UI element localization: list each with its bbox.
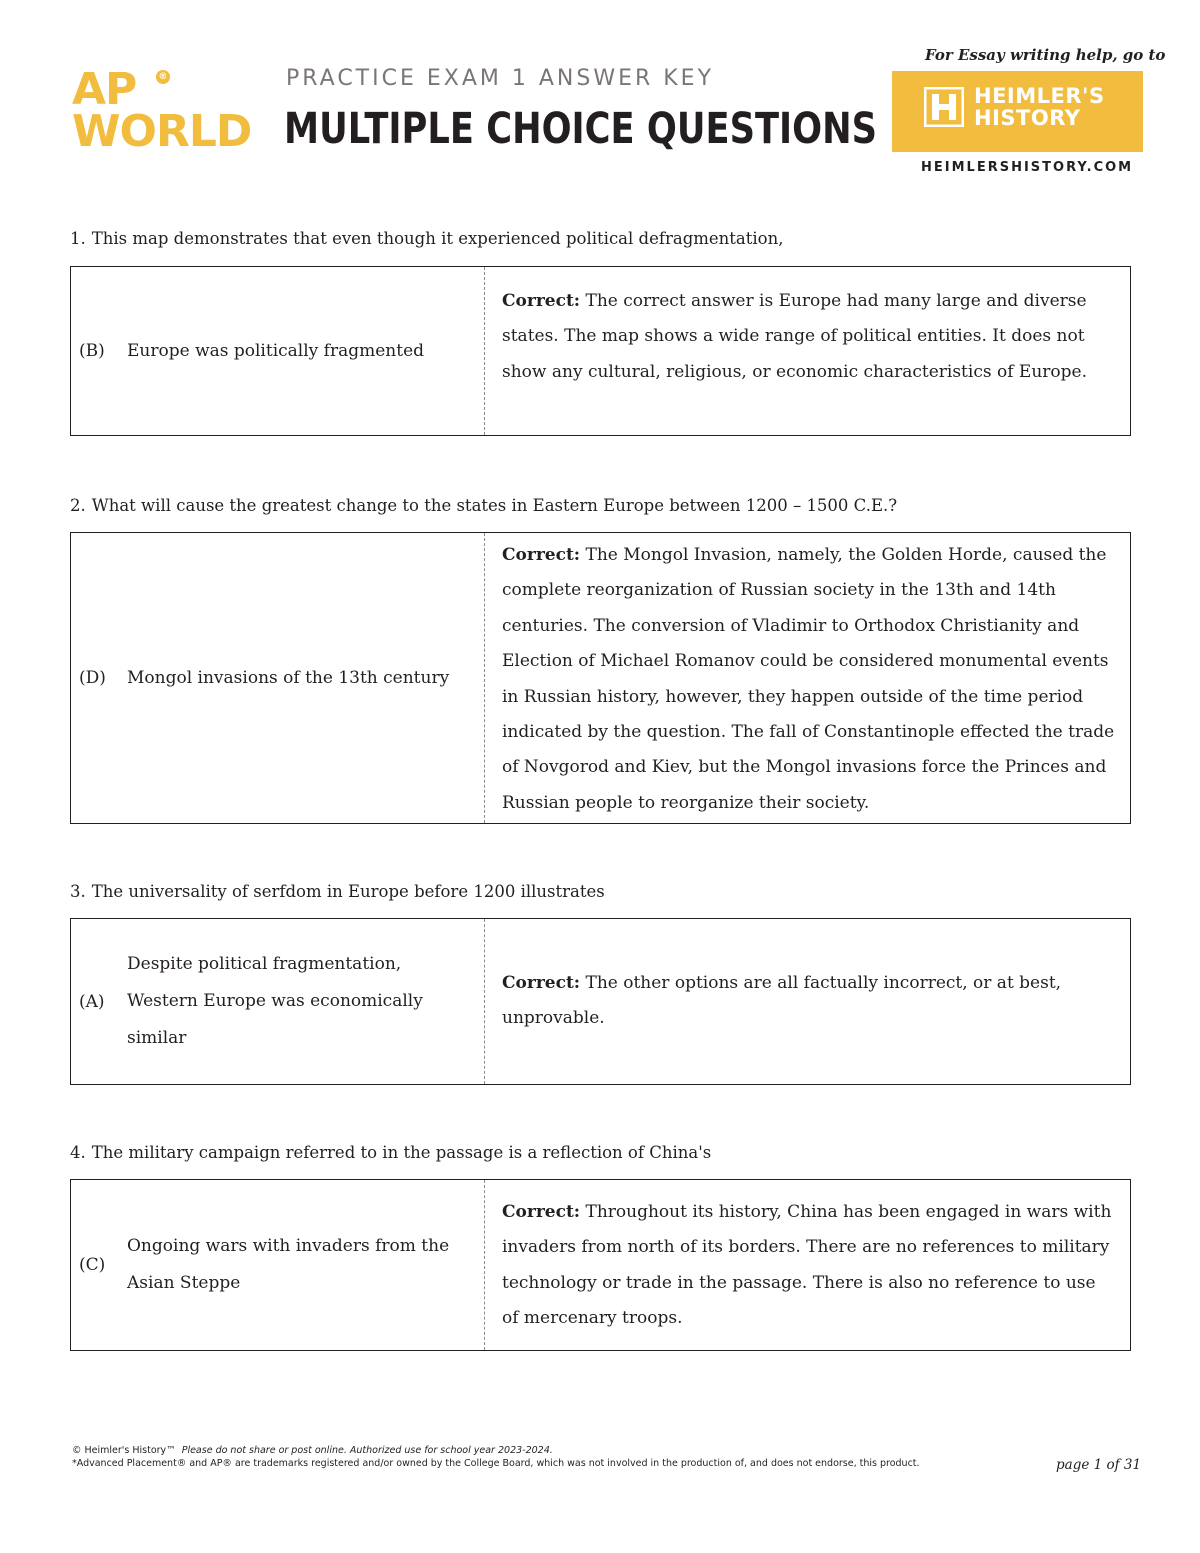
page-kicker: PRACTICE EXAM 1 ANSWER KEY [286,66,715,91]
logo-registered-mark: ® [156,70,170,84]
logo-ap-text: AP [72,64,137,115]
answer-text: Mongol invasions of the 13th century [127,667,450,688]
question-prompt [70,496,1132,515]
answer-letter: (B) [79,341,105,361]
brand-url-link[interactable]: HEIMLERSHISTORY.COM [921,160,1134,175]
brand-name [974,85,1105,129]
answer-letter: (A) [79,991,105,1012]
question-3 [70,882,1132,1048]
question-prompt [70,882,1132,901]
answer-cell [71,1180,485,1350]
question-number: 2. [70,496,86,515]
question-text: The military campaign referred to in the passage is a reflection of China's [91,1143,712,1162]
heimlers-h-logo-icon [924,87,964,127]
logo-world-text: WORLD [72,106,252,157]
correct-label: Correct: [502,973,581,993]
question-2 [70,496,1132,813]
correct-label: Correct: [502,291,581,311]
promo-text: For Essay writing help, go to [925,46,1166,64]
footer-trademark: *Advanced Placement® and AP® are trademarks registered and/or owned by the College Board, which was not involved in the production of, and does not endorse, this product. [72,1458,920,1469]
answer-box [70,1179,1131,1351]
answer-box [70,266,1131,436]
answer-letter: (D) [79,668,106,688]
explanation-text: Throughout its history, China has been engaged in wars with invaders from north of its borders. There are no references to military technology or trade in the passage. There is also no reference to use of mercenary troops. [502,1202,1112,1329]
question-number: 3. [70,882,86,901]
brand-line-1: HEIMLER'S [974,84,1105,108]
question-text: This map demonstrates that even though it experienced political defragmentation, [91,229,784,248]
explanation-text: The other options are all factually incorrect, or at best, unprovable. [502,973,1062,1029]
brand-line-2: HISTORY [974,106,1081,130]
question-prompt [70,1143,1132,1162]
answer-text: Europe was politically fragmented [127,340,425,361]
ap-world-logo [72,64,272,158]
answer-cell [71,267,485,435]
footer-copyright-owner: © Heimler's History™ [72,1445,176,1456]
footer [72,1444,920,1470]
question-text: What will cause the greatest change to the states in Eastern Europe between 1200 – 1500 C.E.? [91,496,898,515]
answer-box [70,532,1131,824]
page-title: MULTIPLE CHOICE QUESTIONS [284,104,878,154]
question-1 [70,229,1132,382]
answer-text: Despite political fragmentation, Western Europe was economically similar [127,954,423,1048]
explanation-text: The Mongol Invasion, namely, the Golden Horde, caused the complete reorganization of Russian society in the 13th and 14th centuries. The conversion of Vladimir to Orthodox Christianity and Election of Michael Romanov could be considered monumental events in Russian history, however, they happen outside of the time period indicated by the question. The fall of Constantinople effected the trade of Novgorod and Kiev, but the Mongol invasions force the Princes and Russian people to reorganize their society. [502,545,1115,813]
question-number: 4. [70,1143,86,1162]
explanation-text: The correct answer is Europe had many large and diverse states. The map shows a wide range of political entities. It does not show any cultural, religious, or economic characteristics of Europe. [502,291,1087,382]
explanation-cell [485,267,1130,435]
question-prompt [70,229,1132,248]
footer-copyright [72,1444,920,1457]
question-text: The universality of serfdom in Europe before 1200 illustrates [91,882,605,901]
explanation-cell [485,919,1130,1084]
correct-label: Correct: [502,1202,581,1222]
answer-box [70,918,1131,1085]
answer-cell [71,919,485,1084]
question-4 [70,1143,1132,1329]
answer-cell [71,533,485,823]
answer-text: Ongoing wars with invaders from the Asian Steppe [127,1236,450,1293]
explanation-cell [485,1180,1130,1350]
answer-letter: (C) [79,1255,106,1275]
page-number: page 1 of 31 [1056,1457,1142,1473]
heimlers-history-banner[interactable] [892,71,1143,152]
footer-usage-notice: Please do not share or post online. Authorized use for school year 2023-2024. [181,1445,553,1456]
correct-label: Correct: [502,545,581,565]
question-number: 1. [70,229,86,248]
explanation-cell [485,533,1130,823]
